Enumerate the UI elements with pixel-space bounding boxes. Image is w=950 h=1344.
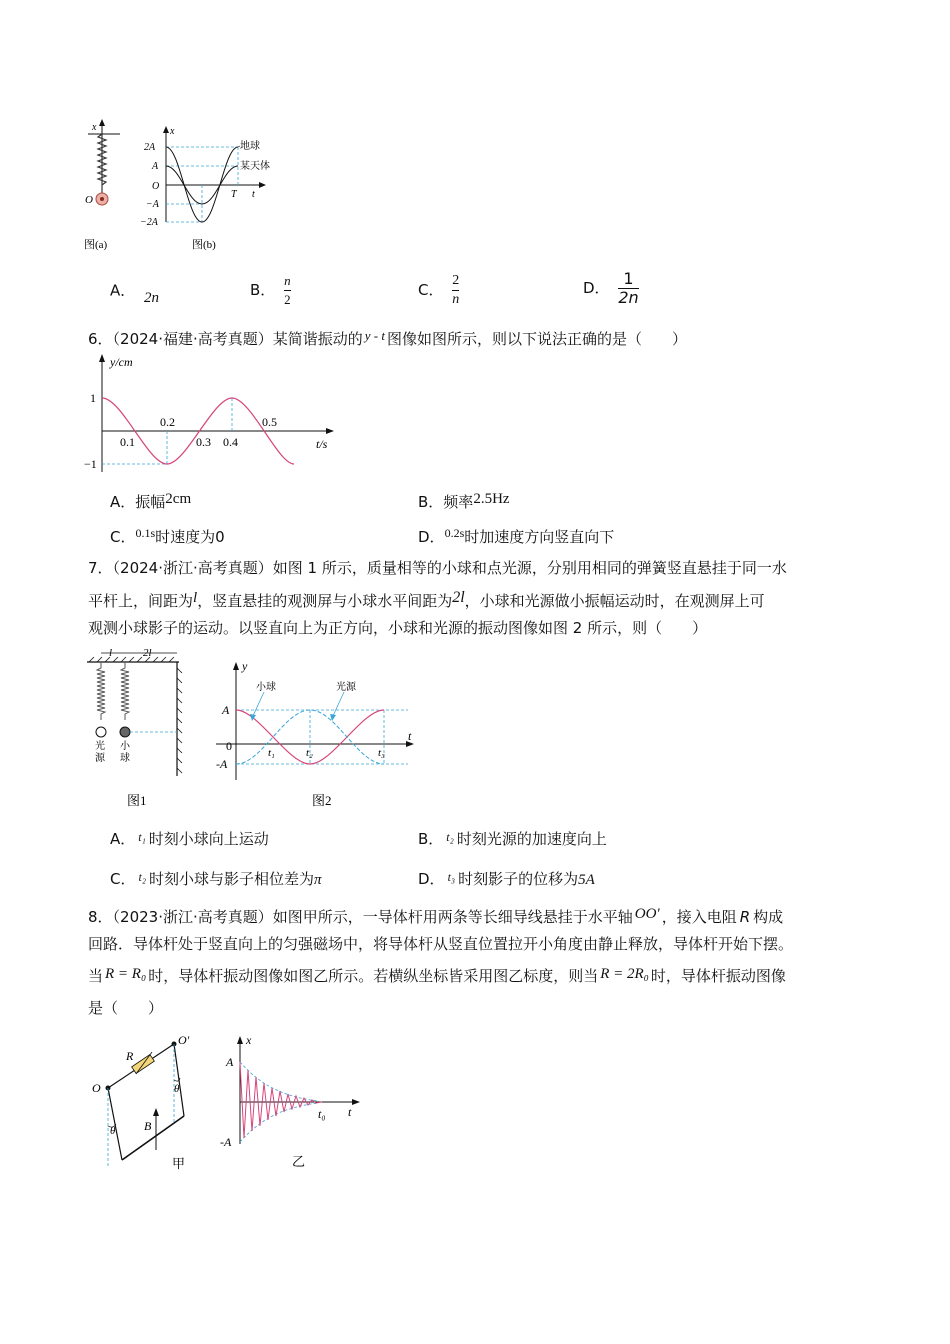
q6-option-c[interactable]: C．$^{0.1s}$时速度为0 [110, 526, 225, 546]
q6-option-d[interactable]: D．$^{0.2s}$时加速度方向竖直向下 [418, 526, 615, 546]
fig-b-caption: 图(b) [192, 239, 216, 251]
q7-fig2-caption: 图2 [312, 793, 332, 808]
q7-fig1-light-2: 源 [95, 753, 105, 764]
q8-figure-jia [88, 1030, 223, 1175]
q8-fig-theta-right: θ [174, 1083, 180, 1095]
q6-option-a[interactable]: A．振幅2cm [110, 491, 192, 511]
q7-fig2-t1: t₁ [268, 747, 275, 759]
q7-figure-1 [85, 648, 185, 810]
q8-yi-x: x [246, 1034, 252, 1047]
q6-y-1: 1 [90, 391, 96, 405]
light-source [96, 727, 106, 737]
q7-option-b[interactable]: B． $^{t_2}$ 时刻光源的加速度向上 [418, 830, 607, 848]
q7-fig2-ball-label: 小球 [256, 682, 276, 693]
q8-fig-jia-caption: 甲 [172, 1156, 186, 1171]
q8-fig-r: R [126, 1049, 134, 1063]
q7-fig2-t2: t₂ [306, 747, 313, 759]
q6-stem: 6．（2024·福建·高考真题）某简谐振动的 y - t 图像如图所示，则以下说法正确的是（ ） [88, 328, 687, 348]
q7-option-a[interactable]: A． $^{t_1}$ 时刻小球向上运动 [110, 830, 269, 848]
legend-earth: 地球 [240, 141, 260, 152]
q6-y-neg1: −1 [84, 457, 97, 471]
q6-ylabel: y/cm [110, 355, 133, 369]
q7-fig2-t3: t₃ [378, 747, 385, 759]
q5-option-d[interactable]: D． $\frac{1}{2n}$ [583, 269, 639, 307]
q7-stem-line2: 平杆上，间距为l，竖直悬挂的观测屏与小球水平间距为2l，小球和光源做小振幅运动时，在观测屏上可 [88, 589, 765, 610]
q6-tick-0.5: 0.5 [262, 415, 277, 429]
q7-fig1-ball-1: 小 [120, 741, 130, 752]
q8-stem-line1: 8．（2023·浙江·高考真题）如图甲所示，一导体杆用两条等长细导线悬挂于水平轴 OO′ ，接入电阻 R 构成 [88, 906, 784, 926]
q6-graph [80, 352, 340, 477]
figure-b-graph [140, 122, 280, 258]
q7-fig1-light-1: 光 [95, 741, 105, 752]
fig-b-x-label: x [170, 126, 175, 137]
q8-yi-t0: t₀ [318, 1107, 326, 1121]
q6-tick-0.4: 0.4 [223, 435, 238, 449]
q7-fig1-l: l [109, 648, 113, 659]
q8-fig-theta-left: θ [110, 1125, 116, 1137]
q5-option-b[interactable]: B． $\frac{n}{2}$ [250, 273, 291, 307]
fig-b-a: A [152, 161, 159, 172]
q8-fig-o: O [92, 1081, 101, 1095]
q7-fig2-t: t [408, 729, 412, 743]
fig-a-o-label: O [85, 194, 93, 206]
q7-fig2-light-label: 光源 [336, 682, 356, 693]
q7-fig1-ball-2: 球 [120, 753, 130, 764]
q6-tick-0.2: 0.2 [160, 415, 175, 429]
q6-tick-0.3: 0.3 [196, 435, 211, 449]
q8-figure-yi [218, 1034, 368, 1174]
q7-stem-line1: 7．（2024·浙江·高考真题）如图 1 所示，质量相等的小球和点光源，分别用相同的弹簧竖直悬挂于同一水 [88, 559, 787, 577]
q6-xlabel: t/s [316, 437, 328, 451]
q8-fig-oprime: O′ [178, 1033, 190, 1047]
q7-figure-2 [212, 658, 422, 813]
q8-yi-t: t [348, 1105, 352, 1119]
q8-stem-line2: 回路．导体杆处于竖直向上的匀强磁场中，将导体杆从竖直位置拉开小角度由静止释放，导体杆开始下摆。 [88, 935, 794, 953]
fig-b-t-axis: t [252, 189, 255, 200]
q8-fig-b: B [144, 1119, 152, 1133]
fig-a-caption: 图(a) [84, 239, 108, 251]
fig-b-o: O [152, 181, 160, 192]
legend-body: 某天体 [240, 161, 270, 172]
figure-a-spring [80, 118, 130, 258]
q8-yi-neg-a: -A [220, 1135, 232, 1149]
q7-fig1-caption: 图1 [127, 793, 147, 808]
q6-option-b[interactable]: B．频率2.5Hz [418, 491, 510, 511]
q6-tick-0.1: 0.1 [120, 435, 135, 449]
q8-stem-line3: 当 R = R₀ 时，导体杆振动图像如图乙所示。若横纵坐标皆采用图乙标度，则当 R = 2R₀ 时，导体杆振动图像 [88, 966, 786, 985]
fig-b-neg-a: −A [146, 199, 159, 210]
fig-b-2a: 2A [144, 142, 156, 153]
ball [120, 727, 130, 737]
fig-a-x-label: x [92, 122, 97, 133]
q8-stem-line4: 是（ ） [88, 999, 164, 1017]
q7-fig2-y: y [242, 659, 248, 673]
fig-b-t-period: T [231, 189, 237, 200]
q7-option-c[interactable]: C． $^{t_2}$ 时刻小球与影子相位差为π [110, 870, 322, 888]
q7-fig2-a: A [222, 703, 230, 717]
q7-fig2-zero: 0 [226, 739, 232, 753]
q8-yi-a: A [226, 1055, 234, 1069]
q7-stem-line3: 观测小球影子的运动。以竖直向上为正方向，小球和光源的振动图像如图 2 所示，则（ ） [88, 619, 708, 637]
q5-option-a[interactable]: A． 2n [110, 281, 160, 306]
q7-fig2-neg-a: -A [216, 757, 228, 771]
q7-fig1-2l: 2l [143, 648, 152, 659]
q8-yi-caption: 乙 [292, 1154, 306, 1169]
q7-option-d[interactable]: D． $^{t_3}$ 时刻影子的位移为5A [418, 870, 595, 888]
fig-b-neg-2a: −2A [140, 217, 158, 228]
q5-option-c[interactable]: C． $\frac{2}{n}$ [418, 273, 460, 307]
